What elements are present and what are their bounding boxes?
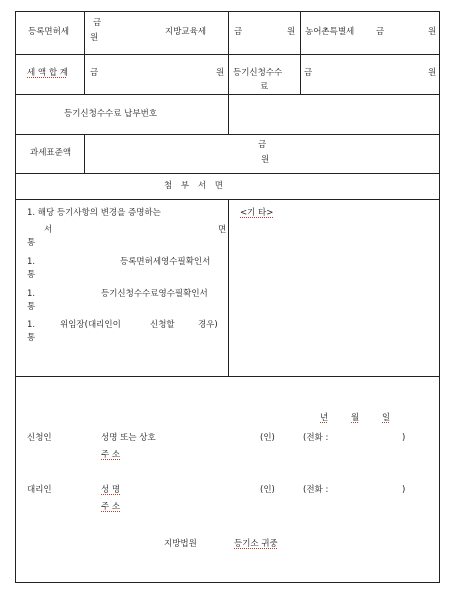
date-day: 일 — [382, 413, 391, 423]
applicant-label: 신청인 — [27, 433, 52, 443]
reg-fee-label: 등기신청수수 — [233, 68, 283, 78]
attachment-item-4-a: 위임장(대리인이 — [60, 320, 121, 330]
tax-base-label: 과세표준액 — [30, 148, 72, 158]
col-divider — [228, 11, 229, 55]
agent-address: 주 소 — [101, 502, 121, 512]
col-divider — [228, 54, 229, 95]
agent-name-label: 성 명 — [101, 485, 121, 495]
agent-phone: (전화 : — [303, 485, 329, 495]
attachments-header: 첨 부 서 면 — [164, 181, 223, 191]
rural-special-tax-geum: 금 — [376, 27, 385, 37]
attachment-item-4-tong: 통 — [27, 333, 36, 343]
applicant-phone: (전화 : — [303, 433, 329, 443]
reg-license-tax-won: 원 — [90, 33, 99, 43]
attachment-item-1-myeon: 면 — [218, 225, 227, 235]
attachment-item-2: 등록면허세영수필확인서 — [120, 257, 211, 267]
reg-fee-label-2: 료 — [260, 82, 269, 92]
tax-total-won: 원 — [216, 68, 225, 78]
attachment-item-1: 1. 해당 등기사항의 변경을 증명하는 — [27, 208, 161, 218]
tax-total-label: 세 액 합 계 — [27, 68, 68, 78]
applicant-phone-close: ) — [402, 433, 406, 443]
attachment-item-3: 등기신청수수료영수필확인서 — [101, 289, 208, 299]
local-edu-tax-won: 원 — [287, 27, 296, 37]
agent-phone-close: ) — [402, 485, 406, 495]
reg-fee-geum: 금 — [304, 68, 313, 78]
applicant-name-label: 성명 또는 상호 — [101, 433, 156, 443]
attachment-item-3-num: 1. — [27, 289, 36, 299]
col-divider — [84, 54, 85, 95]
reg-fee-won: 원 — [428, 68, 437, 78]
local-edu-tax-label: 지방교육세 — [165, 27, 207, 37]
local-edu-tax-geum: 금 — [234, 27, 243, 37]
tax-total-geum: 금 — [90, 68, 99, 78]
col-divider — [84, 11, 85, 55]
payment-number-label: 등기신청수수료 납부번호 — [64, 109, 158, 119]
date-month: 월 — [351, 413, 360, 423]
tax-base-geum: 금 — [258, 140, 267, 150]
date-year: 년 — [320, 413, 329, 423]
rural-special-tax-label: 농어촌특별세 — [305, 27, 355, 37]
col-divider — [228, 94, 229, 135]
col-divider — [228, 199, 229, 377]
attachment-item-3-tong: 통 — [27, 302, 36, 312]
reg-license-tax-geum: 금 — [93, 18, 102, 28]
attachment-item-2-num: 1. — [27, 257, 36, 267]
row-divider — [15, 173, 440, 174]
col-divider — [84, 134, 85, 174]
attachment-item-4-c: 경우) — [198, 320, 218, 330]
registry-label: 등기소 귀중 — [234, 539, 278, 549]
reg-license-tax-label: 등록면허세 — [28, 27, 70, 37]
attachment-other: <기 타> — [240, 208, 274, 218]
agent-seal: (인) — [260, 485, 275, 495]
agent-label: 대리인 — [27, 485, 52, 495]
col-divider — [300, 54, 301, 95]
court-label: 지방법원 — [164, 539, 197, 549]
attachment-item-1-tong: 통 — [27, 238, 36, 248]
attachment-item-4-num: 1. — [27, 320, 36, 330]
attachment-item-2-tong: 통 — [27, 270, 36, 280]
attachment-item-1-seo: 서 — [44, 225, 53, 235]
tax-base-won: 원 — [261, 155, 270, 165]
attachment-item-4-b: 신청할 — [150, 320, 175, 330]
applicant-address: 주 소 — [101, 450, 121, 460]
applicant-seal: (인) — [260, 433, 275, 443]
col-divider — [300, 11, 301, 55]
rural-special-tax-won: 원 — [428, 27, 437, 37]
